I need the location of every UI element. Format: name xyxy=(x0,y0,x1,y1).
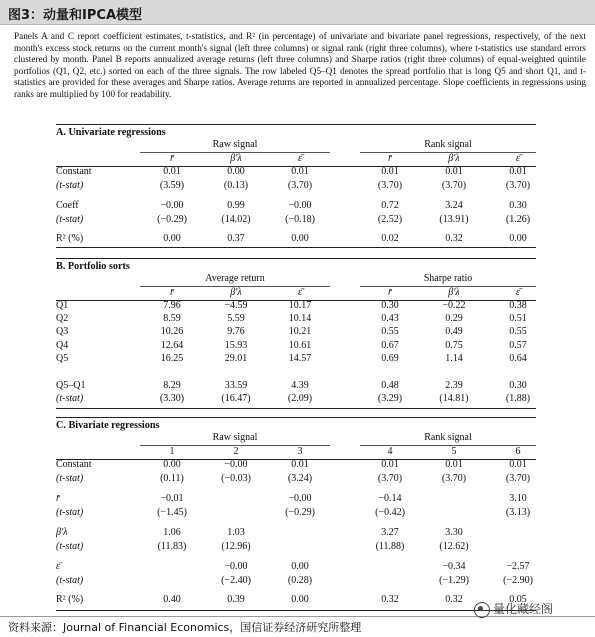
table-cell: 3.30 xyxy=(445,527,463,538)
column-header: ε̄ xyxy=(516,287,520,298)
table-cell: 9.76 xyxy=(227,326,245,337)
wechat-icon xyxy=(474,602,490,618)
table-cell: 0.39 xyxy=(227,594,245,605)
table-rule xyxy=(56,610,536,611)
row-label: β′λ xyxy=(56,527,68,538)
table-cell: 7.96 xyxy=(163,300,181,311)
table-cell: (−1.29) xyxy=(439,575,469,586)
row-label: Constant xyxy=(56,166,92,177)
row-label: (t-stat) xyxy=(56,214,84,225)
table-cell: 0.01 xyxy=(381,166,399,177)
table-cell: −0.00 xyxy=(224,459,248,470)
column-header: β′λ xyxy=(448,287,460,298)
table-row xyxy=(0,233,595,246)
column-group-label: Raw signal xyxy=(212,432,258,443)
table-cell: (0.13) xyxy=(223,180,249,191)
table-cell: 0.48 xyxy=(381,380,399,391)
table-cell: 1.14 xyxy=(445,353,463,364)
table-cell: (3.70) xyxy=(441,473,467,484)
table-cell: (−2.40) xyxy=(221,575,251,586)
table-cell: 1.03 xyxy=(227,527,245,538)
row-label: Constant xyxy=(56,459,92,470)
table-cell: 0.57 xyxy=(509,340,527,351)
table-row xyxy=(0,200,595,213)
table-cell: −0.01 xyxy=(160,493,184,504)
column-header: 1 xyxy=(169,446,175,457)
table-cell: (1.26) xyxy=(505,214,531,225)
table-cell: 1.06 xyxy=(163,527,181,538)
table-cell: (14.81) xyxy=(439,393,469,404)
table-cell: 0.32 xyxy=(445,233,463,244)
table-row xyxy=(0,300,595,313)
table-cell: 0.40 xyxy=(163,594,181,605)
table-cell: (3.70) xyxy=(505,180,531,191)
table-row xyxy=(0,561,595,574)
figure-title-bar xyxy=(0,0,595,25)
table-cell: 0.30 xyxy=(509,200,527,211)
table-cell: 0.99 xyxy=(227,200,245,211)
table-cell: (3.29) xyxy=(377,393,403,404)
table-cell: (12.62) xyxy=(439,541,469,552)
table-cell: (2.52) xyxy=(377,214,403,225)
row-label: ε̄ xyxy=(56,561,60,572)
table-cell: 0.00 xyxy=(509,233,527,244)
column-header: β′λ xyxy=(448,153,460,164)
table-cell: (12.96) xyxy=(221,541,251,552)
row-label: (t-stat) xyxy=(56,180,84,191)
table-cell: 0.01 xyxy=(509,459,527,470)
table-cell: 14.57 xyxy=(288,353,312,364)
row-label: Q5–Q1 xyxy=(56,380,86,391)
table-cell: (3.30) xyxy=(159,393,185,404)
table-cell: (0.11) xyxy=(160,473,184,484)
panel-title: C. Bivariate regressions xyxy=(56,420,160,431)
table-cell: 8.59 xyxy=(163,313,181,324)
row-label: Q2 xyxy=(56,313,69,324)
table-cell: 0.01 xyxy=(509,166,527,177)
table-row xyxy=(0,473,595,486)
table-cell: 0.00 xyxy=(291,233,309,244)
table-cell: 10.17 xyxy=(288,300,312,311)
table-rule xyxy=(56,124,536,125)
table-row xyxy=(0,507,595,520)
panel-title: B. Portfolio sorts xyxy=(56,261,130,272)
header-row xyxy=(0,153,595,166)
table-cell: (0.28) xyxy=(287,575,313,586)
table-rule xyxy=(56,247,536,248)
table-row xyxy=(0,380,595,393)
table-cell: 3.10 xyxy=(509,493,527,504)
column-group-label: Sharpe ratio xyxy=(423,273,473,284)
table-cell: 0.01 xyxy=(291,459,309,470)
header-row xyxy=(0,287,595,300)
column-header: 3 xyxy=(297,446,303,457)
table-cell: 0.69 xyxy=(381,353,399,364)
table-cell: 0.00 xyxy=(291,594,309,605)
table-cell: (−0.42) xyxy=(375,507,405,518)
table-row xyxy=(0,180,595,193)
column-header: β′λ xyxy=(230,153,242,164)
table-cell: 0.55 xyxy=(381,326,399,337)
row-label: Q3 xyxy=(56,326,69,337)
table-cell: −0.00 xyxy=(288,200,312,211)
row-label: Coeff xyxy=(56,200,79,211)
table-cell: 0.49 xyxy=(445,326,463,337)
table-cell: 29.01 xyxy=(224,353,248,364)
table-cell: (−2.90) xyxy=(503,575,533,586)
table-rule xyxy=(56,417,536,418)
row-label: R² (%) xyxy=(56,594,84,605)
table-cell: (3.70) xyxy=(441,180,467,191)
table-cell: (−1.45) xyxy=(157,507,187,518)
row-label: (t-stat) xyxy=(56,473,84,484)
column-header: r̄ xyxy=(170,153,174,164)
table-cell: 0.00 xyxy=(163,233,181,244)
column-group-label: Average return xyxy=(205,273,265,284)
table-cell: 0.72 xyxy=(381,200,399,211)
table-row xyxy=(0,326,595,339)
table-cell: (2.09) xyxy=(287,393,313,404)
table-cell: 0.00 xyxy=(291,561,309,572)
table-cell: 0.43 xyxy=(381,313,399,324)
table-cell: (3.70) xyxy=(505,473,531,484)
table-row xyxy=(0,340,595,353)
table-cell: 4.39 xyxy=(291,380,309,391)
table-cell: −0.00 xyxy=(288,493,312,504)
row-label: r̄ xyxy=(56,493,60,504)
row-label: (t-stat) xyxy=(56,393,84,404)
column-group-label: Raw signal xyxy=(212,139,258,150)
column-header: β′λ xyxy=(230,287,242,298)
table-cell: 15.93 xyxy=(224,340,248,351)
table-cell: (3.59) xyxy=(159,180,185,191)
table-cell: (3.70) xyxy=(377,473,403,484)
column-group-label: Rank signal xyxy=(424,432,472,443)
watermark xyxy=(474,600,553,618)
table-cell: 16.25 xyxy=(160,353,184,364)
column-header: 4 xyxy=(387,446,393,457)
table-cell: 0.01 xyxy=(445,166,463,177)
table-cell: (13.91) xyxy=(439,214,469,225)
table-cell: 0.32 xyxy=(445,594,463,605)
table-cell: 0.05 xyxy=(509,594,527,605)
row-label: Q4 xyxy=(56,340,69,351)
table-cell: −0.34 xyxy=(442,561,466,572)
table-cell: −4.59 xyxy=(224,300,248,311)
table-cell: 0.00 xyxy=(227,166,245,177)
table-cell: 3.27 xyxy=(381,527,399,538)
table-cell: 8.29 xyxy=(163,380,181,391)
table-cell: 0.55 xyxy=(509,326,527,337)
table-cell: (1.88) xyxy=(505,393,531,404)
table-row xyxy=(0,575,595,588)
row-label: R² (%) xyxy=(56,233,84,244)
table-cell: 0.02 xyxy=(381,233,399,244)
row-label: Q1 xyxy=(56,300,69,311)
table-cell: 0.00 xyxy=(163,459,181,470)
table-cell: 10.61 xyxy=(288,340,312,351)
column-header: 6 xyxy=(515,446,521,457)
column-header: r̄ xyxy=(170,287,174,298)
table-cell: 0.29 xyxy=(445,313,463,324)
column-header: 2 xyxy=(233,446,239,457)
table-cell: 0.01 xyxy=(163,166,181,177)
column-header: ε̄ xyxy=(298,153,302,164)
table-cell: (3.13) xyxy=(505,507,531,518)
table-cell: 10.14 xyxy=(288,313,312,324)
table-cell: 3.24 xyxy=(445,200,463,211)
table-row xyxy=(0,527,595,540)
table-cell: −0.14 xyxy=(378,493,402,504)
table-row xyxy=(0,166,595,179)
table-cell: 10.21 xyxy=(288,326,312,337)
table-cell: (3.24) xyxy=(287,473,313,484)
table-row xyxy=(0,214,595,227)
table-cell: 0.75 xyxy=(445,340,463,351)
row-label: (t-stat) xyxy=(56,575,84,586)
table-cell: 0.32 xyxy=(381,594,399,605)
table-row xyxy=(0,393,595,406)
table-cell: 33.59 xyxy=(224,380,248,391)
panel-title: A. Univariate regressions xyxy=(56,127,166,138)
column-header: ε̄ xyxy=(298,287,302,298)
table-cell: (−0.29) xyxy=(157,214,187,225)
table-row xyxy=(0,493,595,506)
column-header: r̄ xyxy=(388,153,392,164)
table-cell: 0.01 xyxy=(445,459,463,470)
table-row xyxy=(0,313,595,326)
table-cell: −2.57 xyxy=(506,561,530,572)
table-cell: 0.37 xyxy=(227,233,245,244)
row-label: (t-stat) xyxy=(56,507,84,518)
table-cell: 2.39 xyxy=(445,380,463,391)
table-cell: −0.00 xyxy=(160,200,184,211)
column-group-label: Rank signal xyxy=(424,139,472,150)
table-cell: −0.22 xyxy=(442,300,466,311)
table-row xyxy=(0,541,595,554)
table-cell: 0.30 xyxy=(381,300,399,311)
source-note: 资料来源：Journal of Financial Economics，国信证券经济研究所整理 xyxy=(8,621,362,634)
table-cell: 0.38 xyxy=(509,300,527,311)
table-cell: (14.02) xyxy=(221,214,251,225)
table-cell: 0.01 xyxy=(381,459,399,470)
table-row xyxy=(0,353,595,366)
table-cell: (16.47) xyxy=(221,393,251,404)
table-cell: (−0.18) xyxy=(285,214,315,225)
column-header: r̄ xyxy=(388,287,392,298)
table-cell: 0.64 xyxy=(509,353,527,364)
table-cell: 0.51 xyxy=(509,313,527,324)
table-rule xyxy=(56,408,536,409)
column-header: 5 xyxy=(451,446,457,457)
table-cell: 12.64 xyxy=(160,340,184,351)
figure-title: 图3：动量和IPCA模型 xyxy=(8,8,143,23)
watermark-text: 量化藏经阁 xyxy=(493,602,554,616)
header-row xyxy=(0,446,595,459)
table-cell: (3.70) xyxy=(287,180,313,191)
table-cell: 0.30 xyxy=(509,380,527,391)
column-header: ε̄ xyxy=(516,153,520,164)
table-cell: 0.01 xyxy=(291,166,309,177)
row-label: Q5 xyxy=(56,353,69,364)
table-cell: 0.67 xyxy=(381,340,399,351)
table-cell: 5.59 xyxy=(227,313,245,324)
table-cell: (−0.03) xyxy=(221,473,251,484)
table-cell: −0.00 xyxy=(224,561,248,572)
row-label: (t-stat) xyxy=(56,541,84,552)
table-rule xyxy=(56,258,536,259)
table-row xyxy=(0,459,595,472)
table-cell: 10.26 xyxy=(160,326,184,337)
table-cell: (11.88) xyxy=(375,541,405,552)
table-caption: Panels A and C report coefficient estimates, t-statistics, and R² (in percentage) of univariate and bivariate panel regressions, respectively, of the next month's excess stock returns on the current month's signal (left three columns) or signal rank (right three columns), where t-statistics use standard errors clustered by month. Panel B reports annualized average returns (left three columns) and Sharpe ratios (right three columns) of equal-weighted quintile portfolios (Q1, Q2, etc.) sorted on each of the three signals. The row labeled Q5–Q1 denotes the spread portfolio that is long Q5 and short Q1, and t-statistics are provided for these averages and Sharpe ratios. Average returns are reported in annualized percentage. Slope coefficients in regressions using ranks are multiplied by 100 for readability. xyxy=(14,31,586,99)
table-cell: (−0.29) xyxy=(285,507,315,518)
table-cell: (3.70) xyxy=(377,180,403,191)
table-cell: (11.83) xyxy=(157,541,187,552)
